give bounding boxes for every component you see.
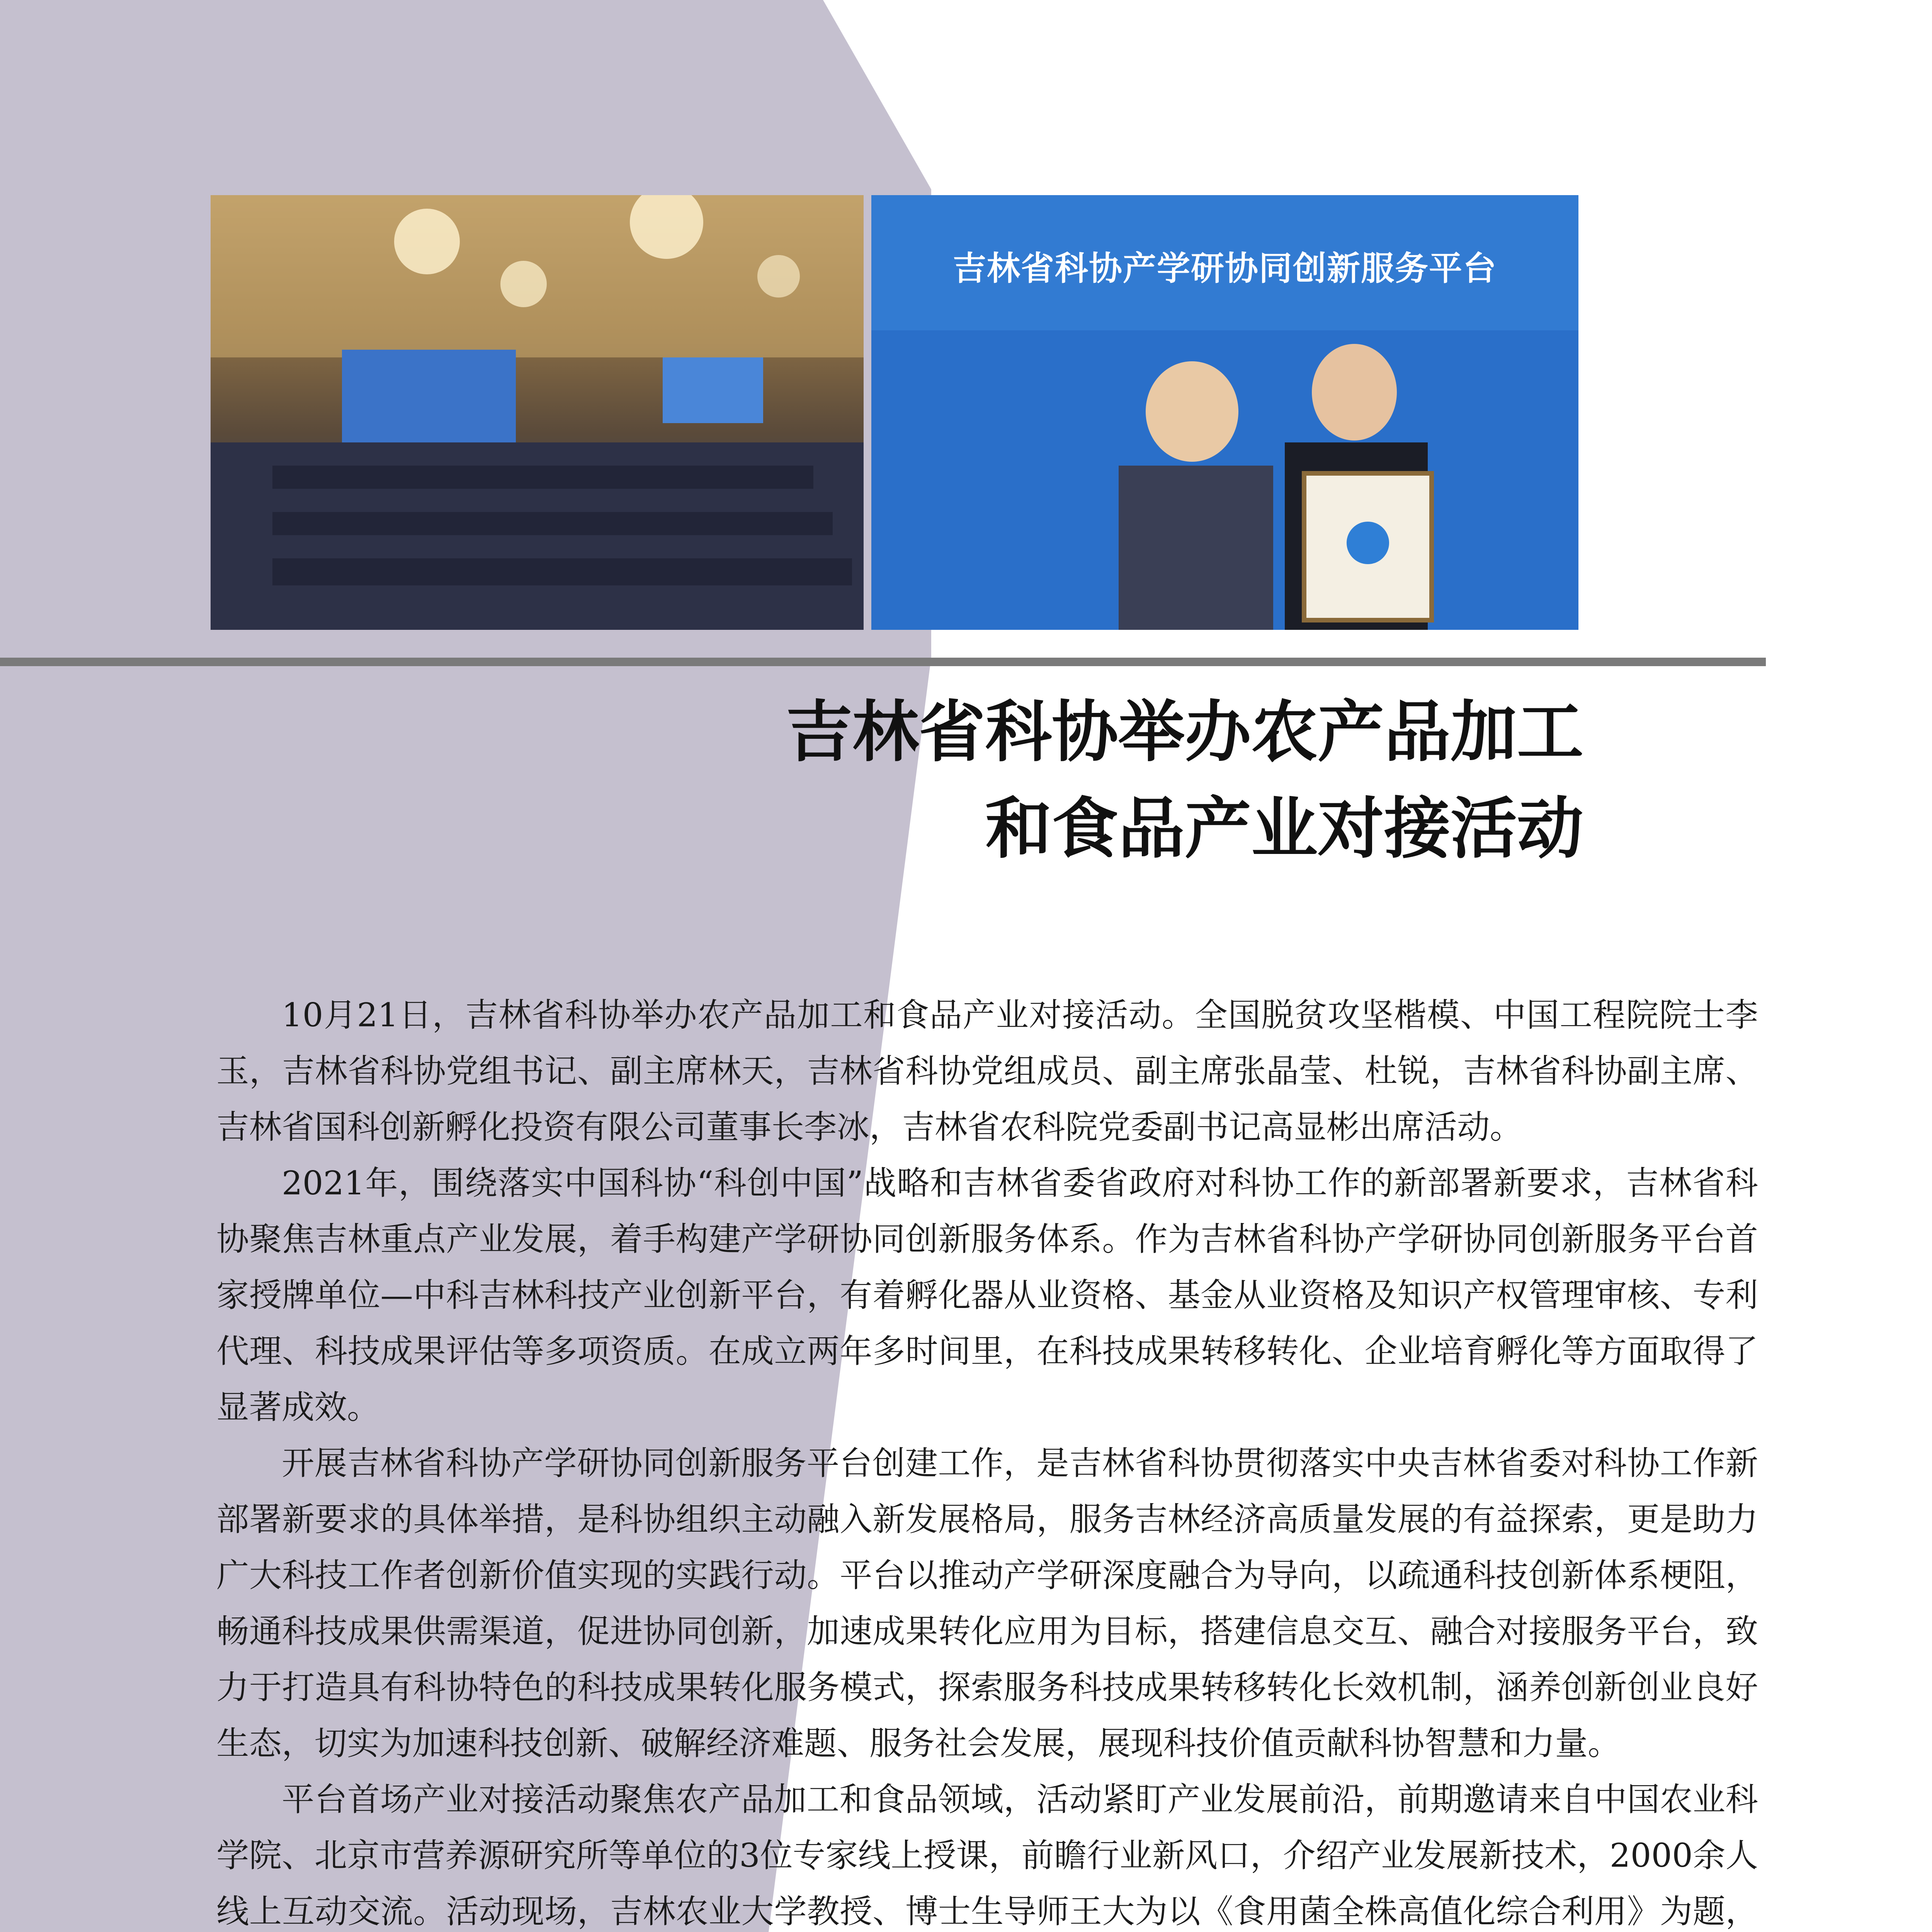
award-ceremony-photo bbox=[871, 195, 1578, 630]
photo-caption: 吉林省科协产学研协同创新服务平台 bbox=[953, 249, 1497, 288]
article-body bbox=[216, 987, 1758, 1932]
article-title bbox=[424, 684, 1583, 877]
horizontal-rule bbox=[0, 658, 1766, 666]
paragraph: 开展吉林省科协产学研协同创新服务平台创建工作，是吉林省科协贯彻落实中央吉林省委对科协工作新部署新要求的具体举措，是科协组织主动融入新发展格局，服务吉林经济高质量发展的有益探索，更是助力广大科技工作者创新价值实现的实践行动。平台以推动产学研深度融合为导向，以疏通科技创新体系梗阻，畅通科技成果供需渠道，促进协同创新，加速成果转化应用为目标，搭建信息交互、融合对接服务平台，致力于打造具有科协特色的科技成果转化服务模式，探索服务科技成果转移转化长效机制，涵养创新创业良好生态，切实为加速科技创新、破解经济难题、服务社会发展，展现科技价值贡献科协智慧和力量。 bbox=[216, 1444, 1758, 1762]
conference-hall-photo bbox=[211, 195, 864, 630]
article-title-line-2: 和食品产业对接活动 bbox=[985, 790, 1583, 867]
paragraph: 10月21日，吉林省科协举办农产品加工和食品产业对接活动。全国脱贫攻坚楷模、中国工程院院士李玉，吉林省科协党组书记、副主席林天，吉林省科协党组成员、副主席张晶莹、杜锐，吉林省科协副主席、吉林省国科创新孵化投资有限公司董事长李冰，吉林省农科院党委副书记高显彬出席活动。 bbox=[216, 996, 1758, 1146]
article-title-line-1: 吉林省科协举办农产品加工 bbox=[786, 693, 1583, 771]
paragraph: 2021年，围绕落实中国科协“科创中国”战略和吉林省委省政府对科协工作的新部署新要求，吉林省科协聚焦吉林重点产业发展，着手构建产学研协同创新服务体系。作为吉林省科协产学研协同创新服务平台首家授牌单位—中科吉林科技产业创新平台，有着孵化器从业资格、基金从业资格及知识产权管理审核、专利代理、科技成果评估等多项资质。在成立两年多时间里，在科技成果转移转化、企业培育孵化等方面取得了显著成效。 bbox=[216, 1164, 1758, 1426]
paragraph: 平台首场产业对接活动聚焦农产品加工和食品领域，活动紧盯产业发展前沿，前期邀请来自中国农业科学院、北京市营养源研究所等单位的3位专家线上授课，前瞻行业新风口，介绍产业发展新技术，2000余人线上互动交流。活动现场，吉林农业大学教授、博士生导师王大为以《食用菌全株高值化综合利用》为题， bbox=[216, 1781, 1758, 1930]
